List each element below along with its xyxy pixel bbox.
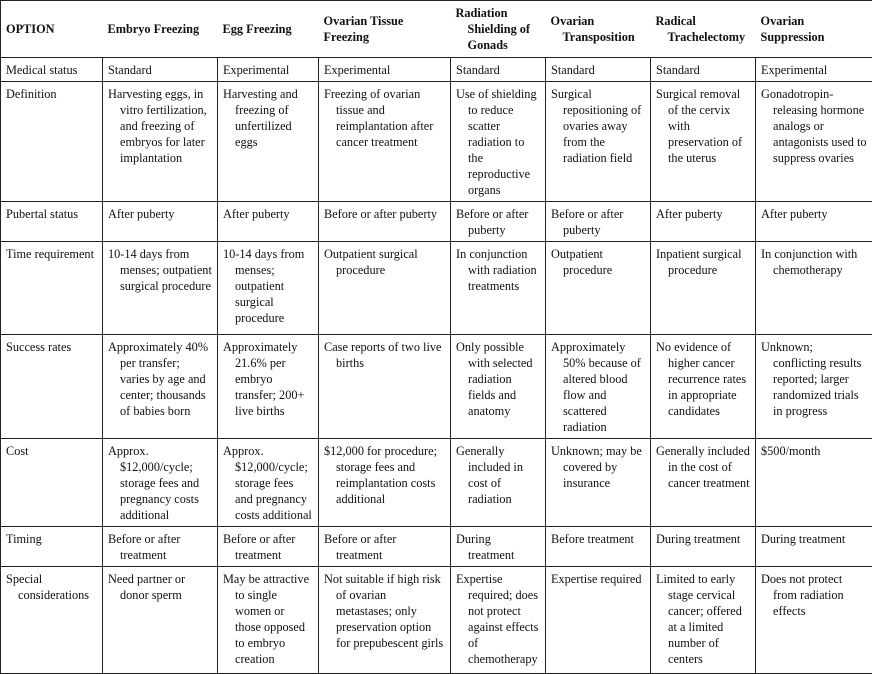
table-cell [756, 527, 872, 567]
row-label-text: Pubertal status [6, 206, 97, 222]
cell-text: Before treatment [551, 531, 645, 547]
table-cell [103, 82, 218, 202]
table-cell [103, 242, 218, 335]
table-cell [546, 202, 651, 242]
cell-text: Standard [456, 62, 540, 78]
table-cell [218, 527, 319, 567]
table-cell [651, 202, 756, 242]
cell-text: Standard [551, 62, 645, 78]
cell-text: Experimental [761, 62, 867, 78]
cell-text: Approx. $12,000/cycle; storage fees and pregnancy costs additional [108, 443, 212, 523]
table-cell [319, 242, 451, 335]
cell-text: During treatment [656, 531, 750, 547]
table-cell [546, 439, 651, 527]
cell-text: Before or after puberty [456, 206, 540, 238]
cell-text: Outpatient surgical procedure [324, 246, 445, 278]
column-header [451, 1, 546, 58]
column-header [756, 1, 872, 58]
table-cell [218, 58, 319, 82]
cell-text: Before or after puberty [551, 206, 645, 238]
table-row [1, 58, 872, 82]
table-cell [651, 439, 756, 527]
cell-text: Approximately 40% per transfer; varies by age and center; thousands of babies born [108, 339, 212, 419]
cell-text: No evidence of higher cancer recurrence rates in appropriate candidates [656, 339, 750, 419]
table-cell [756, 58, 872, 82]
table-cell [218, 439, 319, 527]
cell-text: Surgical repositioning of ovaries away from the radiation field [551, 86, 645, 166]
table-cell [451, 439, 546, 527]
cell-text: After puberty [656, 206, 750, 222]
table-row [1, 82, 872, 202]
cell-text: Approximately 50% because of altered blood flow and scattered radiation [551, 339, 645, 435]
row-label-text: Cost [6, 443, 97, 459]
table-cell [319, 335, 451, 439]
column-header [319, 1, 451, 58]
cell-text: 10-14 days from menses; outpatient surgical procedure [108, 246, 212, 294]
column-header [1, 1, 103, 58]
table-cell [546, 527, 651, 567]
table-cell [319, 82, 451, 202]
cell-text: After puberty [223, 206, 313, 222]
cell-text: Case reports of two live births [324, 339, 445, 371]
column-header [546, 1, 651, 58]
table-cell [756, 567, 872, 674]
cell-text: Experimental [223, 62, 313, 78]
table-cell [218, 242, 319, 335]
table-row [1, 202, 872, 242]
table-cell [546, 242, 651, 335]
table-cell [651, 335, 756, 439]
table-cell [451, 58, 546, 82]
table-row [1, 242, 872, 335]
table-cell [319, 58, 451, 82]
table-row [1, 335, 872, 439]
cell-text: Surgical removal of the cervix with preservation of the uterus [656, 86, 750, 166]
cell-text: Harvesting eggs, in vitro fertilization, and freezing of embryos for later implantation [108, 86, 212, 166]
cell-text: After puberty [108, 206, 212, 222]
row-label [1, 58, 103, 82]
cell-text: Expertise required [551, 571, 645, 587]
table-cell [451, 82, 546, 202]
table-cell [218, 567, 319, 674]
cell-text: Does not protect from radiation effects [761, 571, 867, 619]
table-cell [218, 202, 319, 242]
cell-text: Unknown; may be covered by insurance [551, 443, 645, 491]
table-cell [451, 335, 546, 439]
table-cell [651, 58, 756, 82]
cell-text: Approximately 21.6% per embryo transfer; 200+ live births [223, 339, 313, 419]
table-cell [651, 82, 756, 202]
cell-text: During treatment [761, 531, 867, 547]
table-cell [756, 335, 872, 439]
cell-text: Outpatient procedure [551, 246, 645, 278]
table-row [1, 439, 872, 527]
cell-text: May be attractive to single women or those opposed to embryo creation [223, 571, 313, 667]
column-header-text: Ovarian Tissue Freezing [324, 13, 446, 45]
row-label-text: Success rates [6, 339, 97, 355]
column-header-text: Radical Trachelectomy [656, 13, 751, 45]
table-cell [103, 335, 218, 439]
table-cell [756, 202, 872, 242]
table-cell [756, 439, 872, 527]
cell-text: Not suitable if high risk of ovarian metastases; only preservation option for prepubescent girls [324, 571, 445, 651]
column-header [651, 1, 756, 58]
table-cell [546, 567, 651, 674]
table-cell [756, 242, 872, 335]
column-header-text: Radiation Shielding of Gonads [456, 5, 541, 53]
cell-text: Experimental [324, 62, 445, 78]
table-cell [103, 527, 218, 567]
cell-text: Expertise required; does not protect against effects of chemotherapy [456, 571, 540, 667]
cell-text: Gonadotropin-releasing hormone analogs or antagonists used to suppress ovaries [761, 86, 867, 166]
column-header-text: Egg Freezing [223, 21, 314, 37]
table-cell [319, 439, 451, 527]
row-label-text: Special considerations [6, 571, 97, 603]
table-cell [451, 567, 546, 674]
table-cell [218, 82, 319, 202]
column-header-text: Ovarian Suppression [761, 13, 868, 45]
row-label [1, 202, 103, 242]
cell-text: In conjunction with chemotherapy [761, 246, 867, 278]
cell-text: After puberty [761, 206, 867, 222]
table-cell [103, 439, 218, 527]
table-cell [319, 202, 451, 242]
table-cell [451, 242, 546, 335]
cell-text: Use of shielding to reduce scatter radiation to the reproductive organs [456, 86, 540, 198]
table-cell [218, 335, 319, 439]
table-cell [546, 335, 651, 439]
row-label-text: Time requirement [6, 246, 97, 262]
row-label [1, 567, 103, 674]
cell-text: Generally included in the cost of cancer treatment [656, 443, 750, 491]
cell-text: $12,000 for procedure; storage fees and reimplantation costs additional [324, 443, 445, 507]
table-cell [651, 567, 756, 674]
table-cell [756, 82, 872, 202]
table-cell [319, 527, 451, 567]
column-header-text: Ovarian Transposition [551, 13, 646, 45]
row-label [1, 82, 103, 202]
cell-text: Approx. $12,000/cycle; storage fees and pregnancy costs additional [223, 443, 313, 523]
cell-text: Generally included in cost of radiation [456, 443, 540, 507]
row-label [1, 242, 103, 335]
cell-text: In conjunction with radiation treatments [456, 246, 540, 294]
table-row [1, 527, 872, 567]
table-cell [103, 58, 218, 82]
table-cell [546, 82, 651, 202]
table-cell [451, 527, 546, 567]
table-cell [451, 202, 546, 242]
cell-text: Only possible with selected radiation fields and anatomy [456, 339, 540, 419]
row-label [1, 527, 103, 567]
row-label [1, 335, 103, 439]
cell-text: Before or after treatment [324, 531, 445, 563]
table-row [1, 567, 872, 674]
cell-text: Before or after treatment [223, 531, 313, 563]
cell-text: Limited to early stage cervical cancer; offered at a limited number of centers [656, 571, 750, 667]
cell-text: Unknown; conflicting results reported; larger randomized trials in progress [761, 339, 867, 419]
table-cell [319, 567, 451, 674]
cell-text: Standard [656, 62, 750, 78]
cell-text: Before or after puberty [324, 206, 445, 222]
cell-text: Inpatient surgical procedure [656, 246, 750, 278]
column-header [103, 1, 218, 58]
cell-text: Standard [108, 62, 212, 78]
row-label [1, 439, 103, 527]
row-label-text: Medical status [6, 62, 97, 78]
row-label-text: Timing [6, 531, 97, 547]
cell-text: $500/month [761, 443, 867, 459]
column-header-text: OPTION [6, 21, 98, 37]
row-label-text: Definition [6, 86, 97, 102]
column-header [218, 1, 319, 58]
header-row [1, 1, 872, 58]
cell-text: Before or after treatment [108, 531, 212, 563]
table-cell [651, 527, 756, 567]
cell-text: Freezing of ovarian tissue and reimplantation after cancer treatment [324, 86, 445, 150]
cell-text: Harvesting and freezing of unfertilized eggs [223, 86, 313, 150]
cell-text: During treatment [456, 531, 540, 563]
cell-text: Need partner or donor sperm [108, 571, 212, 603]
table-cell [546, 58, 651, 82]
table-cell [103, 202, 218, 242]
table-cell [103, 567, 218, 674]
cell-text: 10-14 days from menses; outpatient surgical procedure [223, 246, 313, 326]
column-header-text: Embryo Freezing [108, 21, 213, 37]
table-cell [651, 242, 756, 335]
